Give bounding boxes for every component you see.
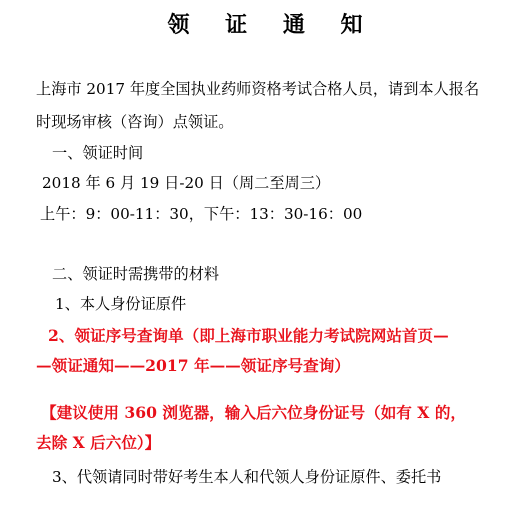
section-2-item-2-line-2: —领证通知——2017 年——领证序号查询） xyxy=(36,356,350,375)
section-2-item-2-line-1: 2、领证序号查询单（即上海市职业能力考试院网站首页— xyxy=(48,326,449,345)
section-2-note-line-2: 去除 X 后六位）】 xyxy=(36,433,161,452)
section-1-time: 上午：9：00-11：30，下午：13：30-16：00 xyxy=(40,205,363,223)
intro-line-2: 时现场审核（咨询）点领证。 xyxy=(36,113,234,131)
section-1-date: 2018 年 6 月 19 日-20 日（周二至周三） xyxy=(42,174,331,192)
intro-line-1: 上海市 2017 年度全国执业药师资格考试合格人员，请到本人报名 xyxy=(36,80,480,98)
document-title: 领 证 通 知 xyxy=(167,12,377,38)
section-2-note-line-1: 【建议使用 360 浏览器，输入后六位身份证号（如有 X 的， xyxy=(41,403,467,422)
section-1-heading: 一、领证时间 xyxy=(52,144,144,162)
section-2-item-1: 1、本人身份证原件 xyxy=(55,295,187,313)
section-2-heading: 二、领证时需携带的材料 xyxy=(52,265,220,283)
section-2-item-3: 3、代领请同时带好考生本人和代领人身份证原件、委托书 xyxy=(52,468,442,486)
